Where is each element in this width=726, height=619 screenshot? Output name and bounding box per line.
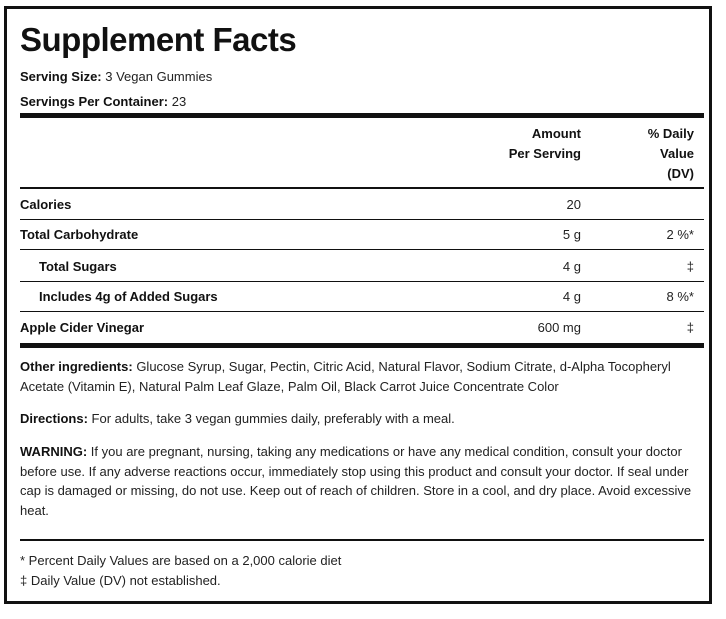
row-divider <box>20 219 704 220</box>
dv-header-line1: % Daily <box>647 126 694 141</box>
amount-apple-cider-vinegar: 600 mg <box>537 320 581 335</box>
amount-per-serving-header <box>477 124 581 164</box>
nutrient-label-added-sugars: Includes 4g of Added Sugars <box>39 289 218 304</box>
dv-total-sugars: ‡ <box>686 259 694 274</box>
footnote-dv-not-established: ‡ Daily Value (DV) not established. <box>20 573 221 588</box>
dv-added-sugars: 8 %* <box>666 289 694 304</box>
servings-per-container-label: Servings Per Container: <box>20 94 169 109</box>
serving-size <box>20 69 212 84</box>
directions <box>20 409 708 429</box>
footnote-divider <box>20 539 704 541</box>
nutrient-label-total-sugars: Total Sugars <box>39 259 117 274</box>
row-divider <box>20 249 704 250</box>
amount-total-sugars: 4 g <box>562 259 581 274</box>
directions-text: For adults, take 3 vegan gummies daily, preferably with a meal. <box>91 411 455 426</box>
header-divider <box>20 187 704 189</box>
dv-total-carbohydrate: 2 %* <box>666 227 694 242</box>
ingredient-label-apple-cider-vinegar: Apple Cider Vinegar <box>20 320 145 335</box>
serving-size-label: Serving Size: <box>20 69 102 84</box>
daily-value-header <box>604 124 694 184</box>
thick-divider-bottom <box>20 343 704 348</box>
other-ingredients-label: Other ingredients: <box>20 359 133 374</box>
nutrient-label-total-carbohydrate: Total Carbohydrate <box>20 227 139 242</box>
dv-header-line3: (DV) <box>667 166 694 181</box>
directions-label: Directions: <box>20 411 88 426</box>
amount-calories: 20 <box>566 197 581 212</box>
serving-size-value: 3 Vegan Gummies <box>105 69 213 84</box>
amount-header-line1: Amount <box>531 126 581 141</box>
nutrient-label-calories: Calories <box>20 197 72 212</box>
warning-text: If you are pregnant, nursing, taking any medications or have any medical condition, consult your doctor before use. If any adverse reactions occur, immediately stop using this product and consult your doctor. If seal under cap is damaged or missing, do not use. Keep out of reach of children. Store in a cool, and dry place. Avoid excessive heat. <box>20 444 692 518</box>
warning <box>20 442 708 520</box>
supplement-facts-panel <box>4 6 712 604</box>
footnote-percent-dv: * Percent Daily Values are based on a 2,000 calorie diet <box>20 553 342 568</box>
other-ingredients-text: Glucose Syrup, Sugar, Pectin, Citric Acid, Natural Flavor, Sodium Citrate, d-Alpha Tocopheryl Acetate (Vitamin E), Natural Palm Leaf Glaze, Palm Oil, Black Carrot Juice Concentrate Color <box>20 359 671 394</box>
row-divider <box>20 281 704 282</box>
amount-header-line2: Per Serving <box>508 146 581 161</box>
other-ingredients <box>20 357 708 396</box>
servings-per-container <box>20 94 186 109</box>
amount-added-sugars: 4 g <box>562 289 581 304</box>
panel-title: Supplement Facts <box>20 21 297 58</box>
dv-header-line2: Value <box>660 146 694 161</box>
warning-label: WARNING: <box>20 444 88 459</box>
amount-total-carbohydrate: 5 g <box>562 227 581 242</box>
thick-divider-top <box>20 113 704 118</box>
servings-per-container-value: 23 <box>171 94 187 109</box>
row-divider <box>20 311 704 312</box>
dv-apple-cider-vinegar: ‡ <box>686 320 694 335</box>
